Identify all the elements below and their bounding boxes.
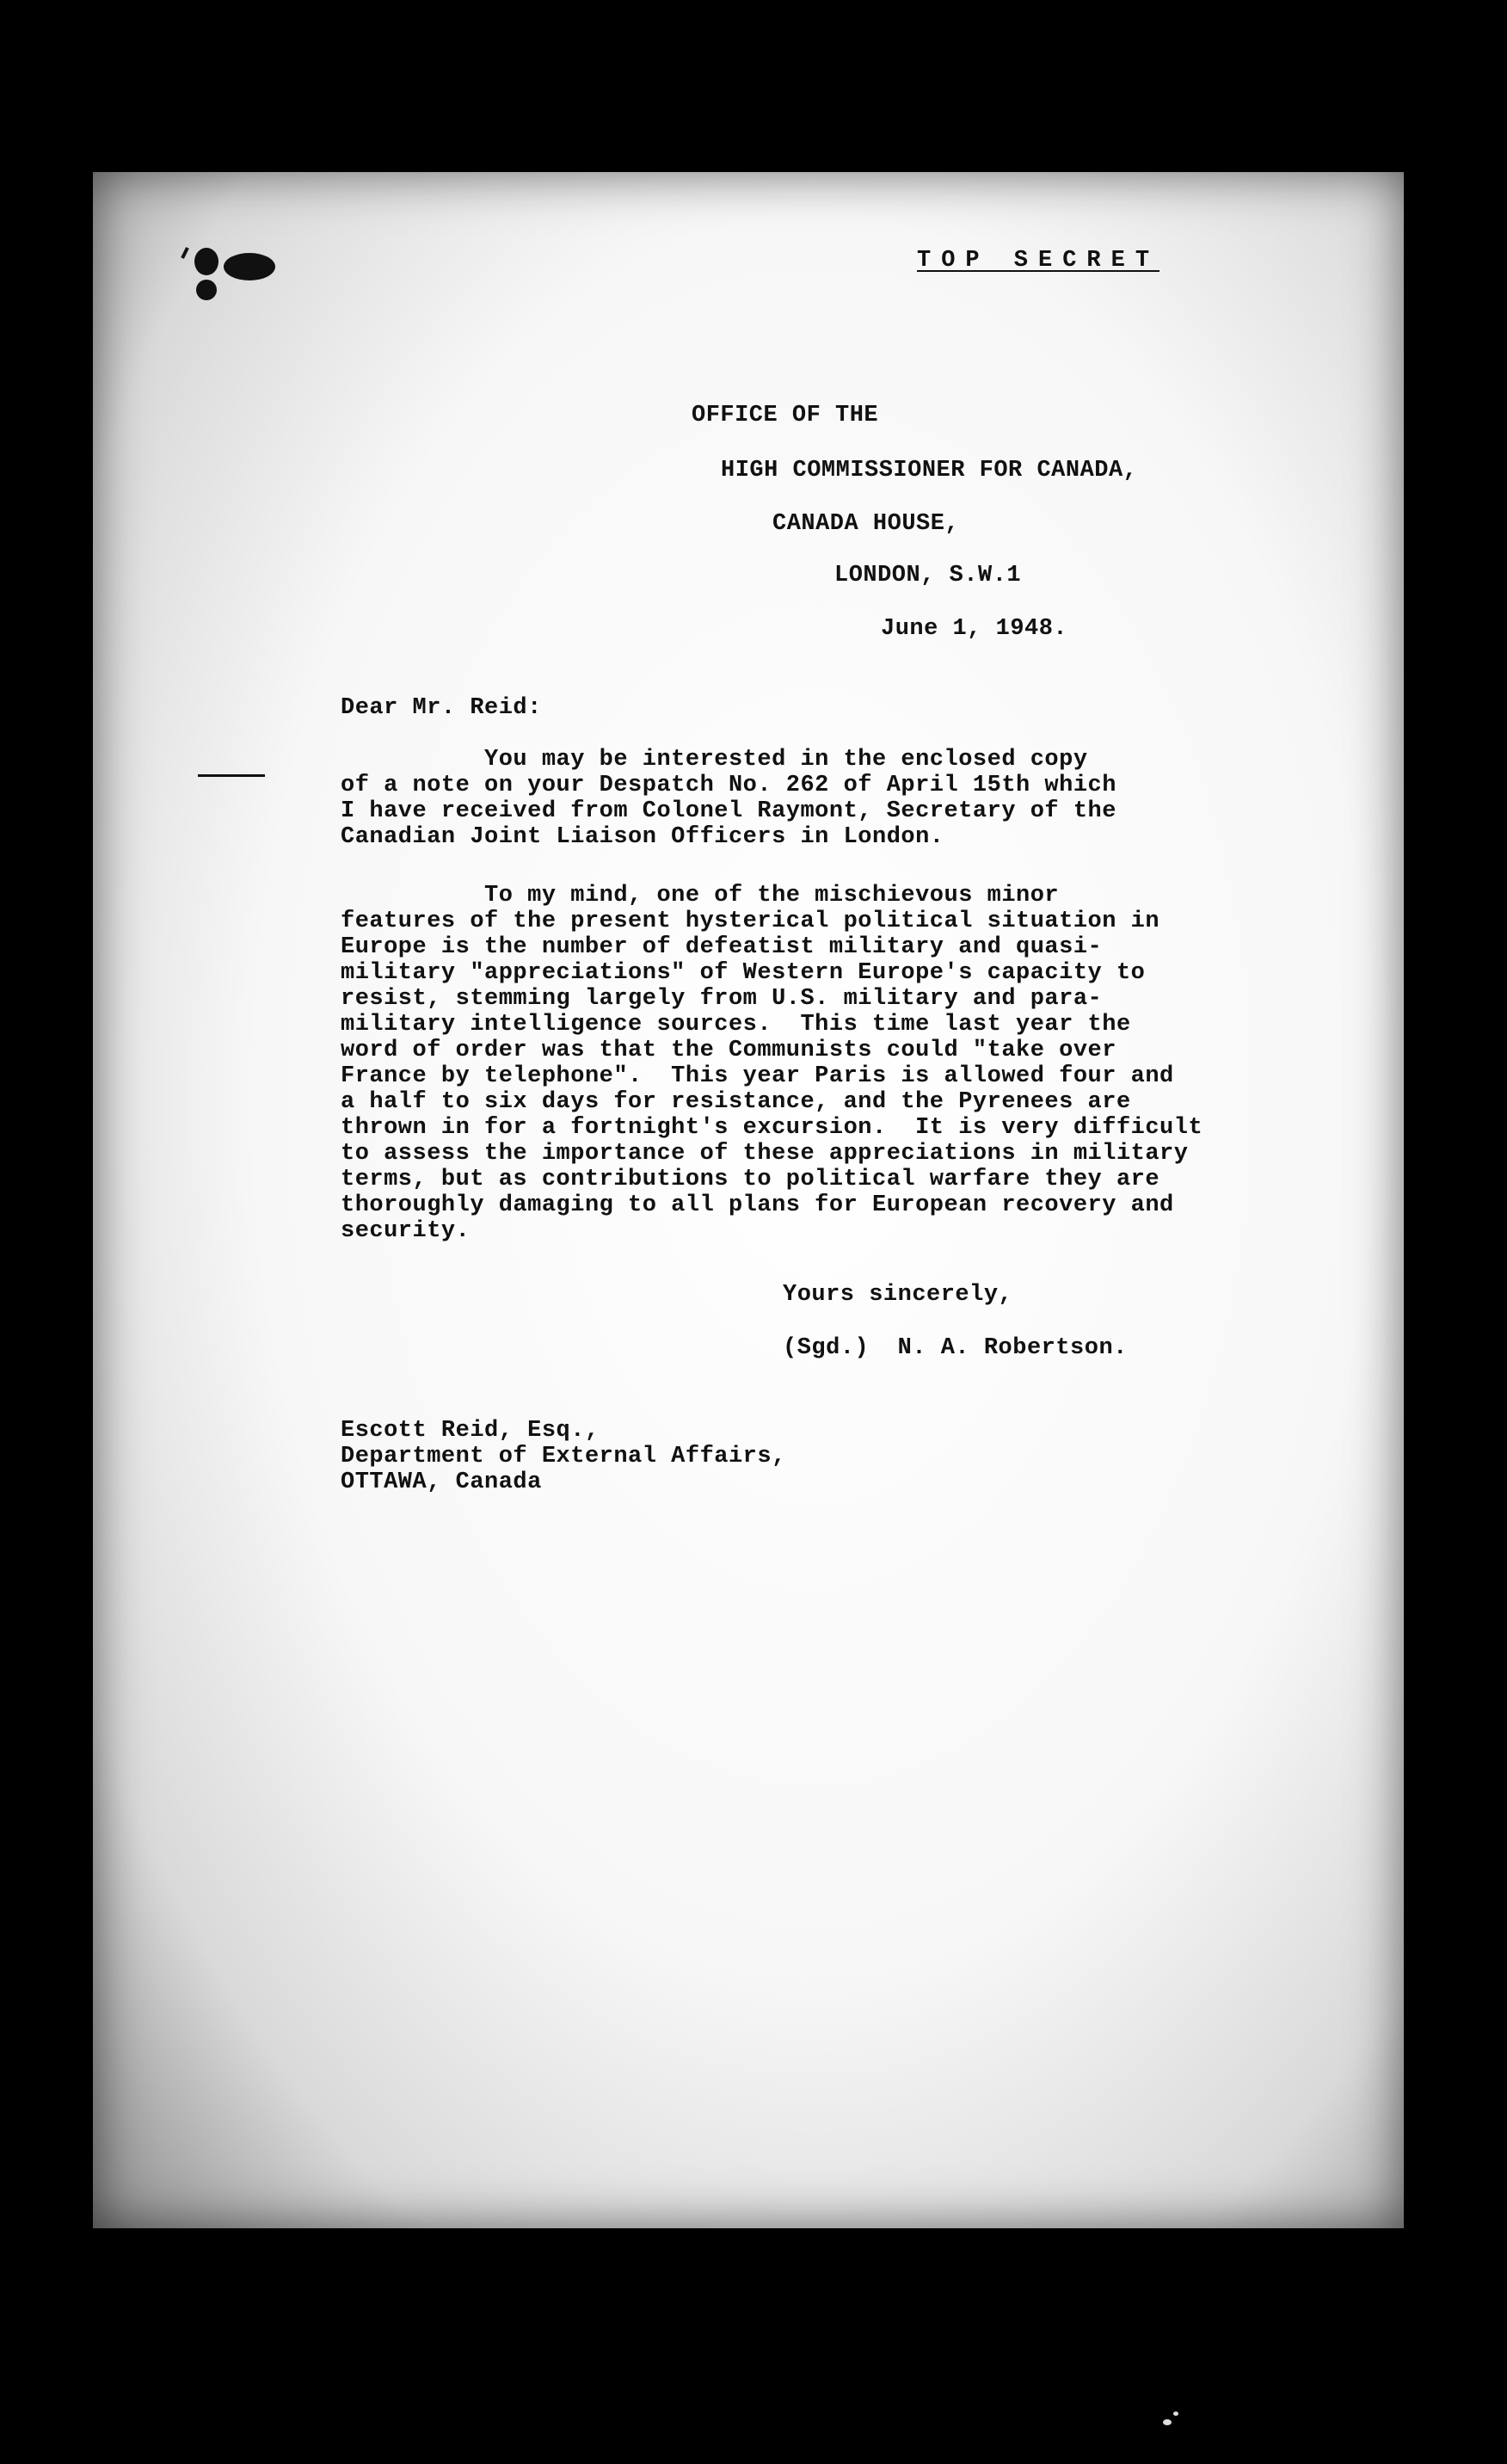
valediction: Yours sincerely, [783, 1282, 1013, 1308]
letterhead-line1: OFFICE OF THE [692, 403, 879, 428]
paragraph-1-line: Canadian Joint Liaison Officers in London. [341, 824, 944, 850]
salutation: Dear Mr. Reid: [341, 695, 542, 721]
paragraph-2-line: thrown in for a fortnight's excursion. It is very difficult [341, 1115, 1203, 1141]
paragraph-2-line: features of the present hysterical political situation in [341, 909, 1160, 934]
paragraph-2 [341, 883, 1330, 1244]
paragraph-1-line: of a note on your Despatch No. 262 of April 15th which [341, 773, 1116, 798]
paragraph-2-line: a half to six days for resistance, and the Pyrenees are [341, 1089, 1131, 1115]
paragraph-1-line: You may be interested in the enclosed copy [341, 747, 1088, 773]
paragraph-2-line: word of order was that the Communists could "take over [341, 1038, 1116, 1063]
signature: (Sgd.) N. A. Robertson. [783, 1335, 1128, 1361]
letterhead-line4: LONDON, S.W.1 [834, 563, 1022, 588]
paragraph-2-line: to assess the importance of these appreciations in military [341, 1141, 1189, 1167]
recipient-city: OTTAWA, Canada [341, 1469, 542, 1495]
paragraph-2-line: Europe is the number of defeatist military and quasi- [341, 934, 1103, 960]
paragraph-2-line: France by telephone". This year Paris is allowed four and [341, 1063, 1174, 1089]
dust-speck [1163, 2419, 1172, 2425]
paragraph-1 [341, 747, 1330, 850]
dust-speck [1173, 2412, 1178, 2416]
letter-date: June 1, 1948. [881, 616, 1068, 642]
handwritten-mark-icon [181, 243, 288, 303]
paragraph-2-line: military "appreciations" of Western Europe's capacity to [341, 960, 1146, 986]
letterhead-line3: CANADA HOUSE, [772, 511, 960, 537]
letterhead-line2: HIGH COMMISSIONER FOR CANADA, [721, 458, 1138, 484]
margin-mark [198, 774, 265, 777]
paragraph-2-line: To my mind, one of the mischievous minor [341, 883, 1060, 909]
paragraph-2-line: military intelligence sources. This time last year the [341, 1012, 1131, 1038]
paragraph-2-line: resist, stemming largely from U.S. military and para- [341, 986, 1103, 1012]
recipient-department: Department of External Affairs, [341, 1444, 786, 1469]
paragraph-2-line: thoroughly damaging to all plans for European recovery and [341, 1192, 1174, 1218]
recipient-name: Escott Reid, Esq., [341, 1418, 600, 1444]
paragraph-2-line: security. [341, 1218, 471, 1244]
paragraph-1-line: I have received from Colonel Raymont, Secretary of the [341, 798, 1116, 824]
classification-heading: TOP SECRET [917, 248, 1160, 274]
paragraph-2-line: terms, but as contributions to political warfare they are [341, 1167, 1160, 1192]
